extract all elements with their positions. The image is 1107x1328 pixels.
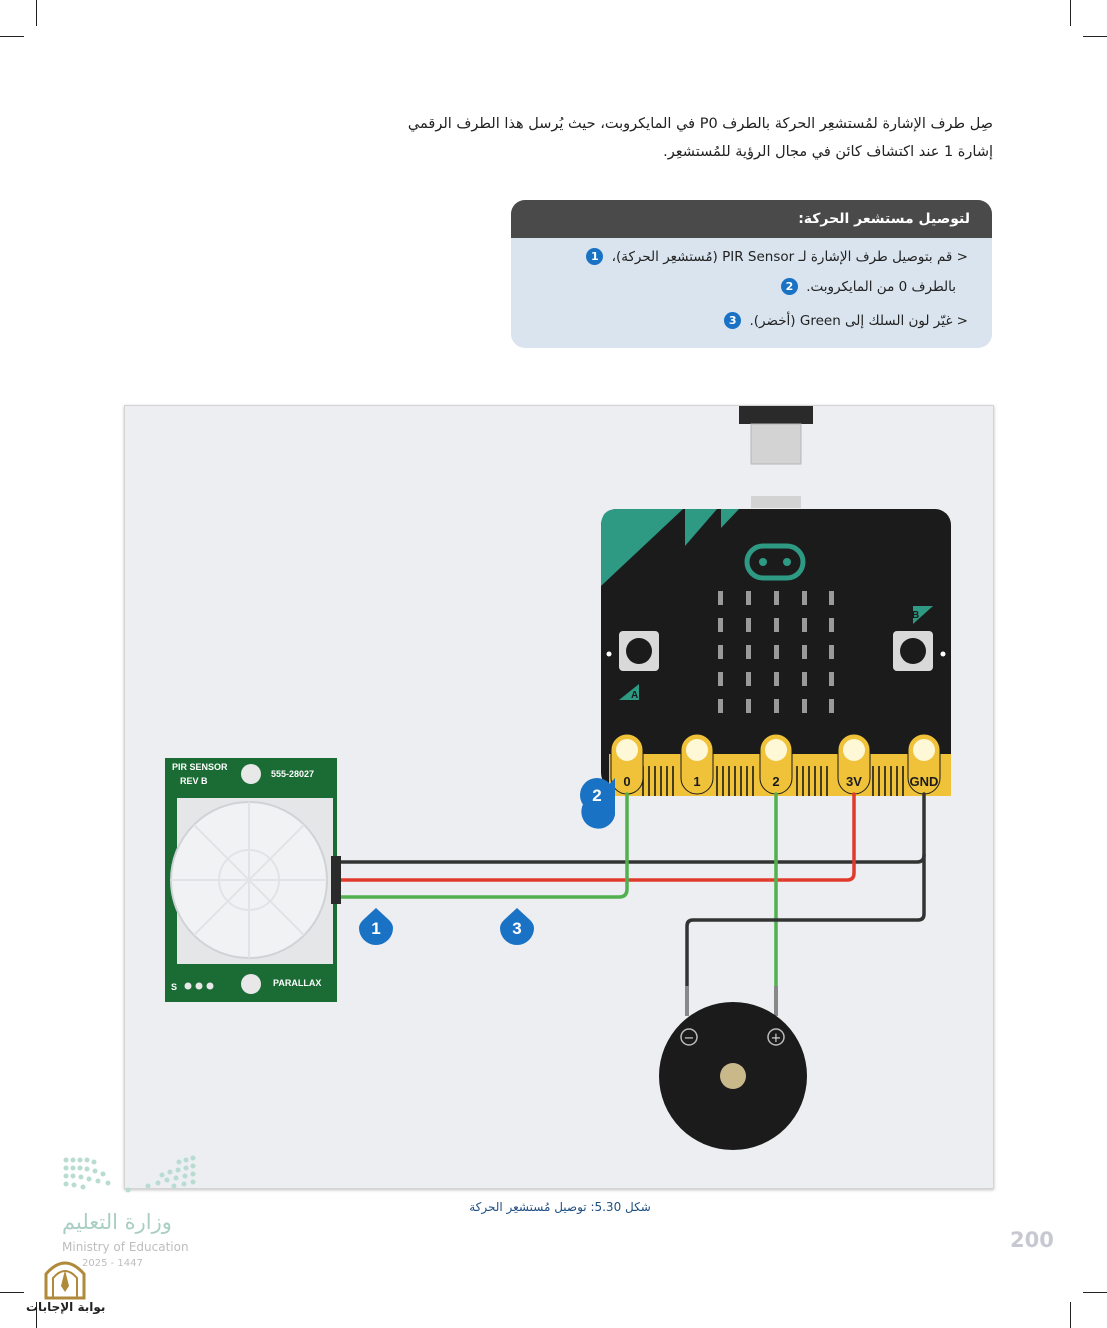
- pir-sensor-pins: [185, 983, 214, 990]
- button-a-label: A: [631, 690, 639, 701]
- portal-logo-icon: [30, 1256, 100, 1300]
- pin-3v-label: 3V: [846, 774, 862, 789]
- microbit-dot: [607, 652, 612, 657]
- circuit-figure: [124, 405, 994, 1189]
- callout-marker-3: [500, 908, 534, 945]
- portal-logo-label: بوابة الإجابات: [26, 1300, 106, 1314]
- step-marker-2: 2: [781, 278, 798, 295]
- step-marker-1: 1: [586, 248, 603, 265]
- pin-gnd-label: GND: [909, 774, 939, 789]
- pin-2-label: 2: [772, 774, 780, 789]
- pir-sensor-header: [331, 856, 341, 904]
- page-number: 200: [1010, 1228, 1054, 1252]
- ministry-name-arabic: وزارة التعليم: [62, 1210, 172, 1234]
- usb-port: [751, 496, 801, 508]
- pir-sensor-dome-facets: [171, 802, 327, 958]
- ministry-name-english: Ministry of Education: [62, 1240, 189, 1254]
- buzzer-leg: [685, 986, 689, 1016]
- step-1-continued: [777, 278, 956, 295]
- buzzer-leg: [774, 986, 778, 1016]
- instruction-box: [511, 200, 992, 348]
- intro-line-2: إشارة 1 عند اكتشاف كائن في مجال الرؤية للمُستشعِر.: [663, 144, 993, 160]
- buzzer-minus-label: −: [683, 1031, 695, 1046]
- intro-line-1: صِل طرف الإشارة لمُستشعِر الحركة بالطرف P0 في المايكروبت، حيث يُرسل هذا الطرف الرقمي: [407, 116, 993, 132]
- button-b-cap: [900, 638, 926, 664]
- pir-pin-label: S: [171, 982, 178, 992]
- pir-part-number: 555-28027: [271, 769, 315, 779]
- usb-plug-head: [739, 406, 813, 424]
- pin-1-label: 1: [693, 774, 701, 789]
- instruction-title: لتوصيل مستشعر الحركة:: [511, 200, 992, 238]
- callout-1-label: 1: [371, 919, 381, 938]
- crop-mark: [1083, 36, 1107, 37]
- wire-black-gnd: [337, 794, 924, 862]
- ministry-year: 2025 - 1447: [82, 1258, 143, 1269]
- crop-mark: [0, 36, 24, 37]
- pir-sensor-mount-hole: [241, 764, 261, 784]
- callout-3-label: 3: [512, 919, 522, 938]
- step-1-cont-text: بالطرف 0 من المايكروبت.: [806, 279, 956, 295]
- wire-black-buzzer: [687, 855, 924, 1006]
- microbit-logo-eye: [783, 558, 791, 566]
- crop-mark: [1083, 1292, 1107, 1293]
- buzzer-center: [720, 1063, 746, 1089]
- crop-mark: [1070, 0, 1071, 26]
- pir-label-2: REV B: [180, 776, 208, 786]
- ministry-logo-dots: [58, 1150, 218, 1198]
- button-a-cap: [626, 638, 652, 664]
- pir-sensor-mount-hole: [241, 974, 261, 994]
- pin-0-label: 0: [623, 774, 631, 789]
- step-2-text: < غيّر لون السلك إلى Green (أخضر).: [749, 313, 968, 329]
- step-marker-3: 3: [724, 312, 741, 329]
- microbit-logo-eye: [759, 558, 767, 566]
- step-1-text: < قم بتوصيل طرف الإشارة لـ PIR Sensor (مُستشعِر الحركة)،: [611, 249, 968, 265]
- pir-label-1: PIR SENSOR: [172, 762, 228, 772]
- step-1: [582, 248, 968, 265]
- figure-caption: شكل 5.30: توصيل مُستشعِر الحركة: [469, 1200, 651, 1214]
- callout-marker-2: [580, 778, 615, 829]
- microbit-dot: [941, 652, 946, 657]
- intro-paragraph: [373, 110, 993, 166]
- crop-mark: [36, 0, 37, 26]
- usb-plug: [751, 424, 801, 464]
- crop-mark: [1070, 1302, 1071, 1328]
- button-b-label: B: [912, 610, 920, 621]
- callout-marker-1: [359, 908, 393, 945]
- crop-mark: [0, 1292, 24, 1293]
- circuit-diagram: [125, 406, 993, 1188]
- callout-2-label: 2: [592, 786, 602, 805]
- step-2: [720, 312, 968, 329]
- pir-brand: PARALLAX: [273, 978, 322, 988]
- buzzer-plus-label: +: [770, 1031, 782, 1046]
